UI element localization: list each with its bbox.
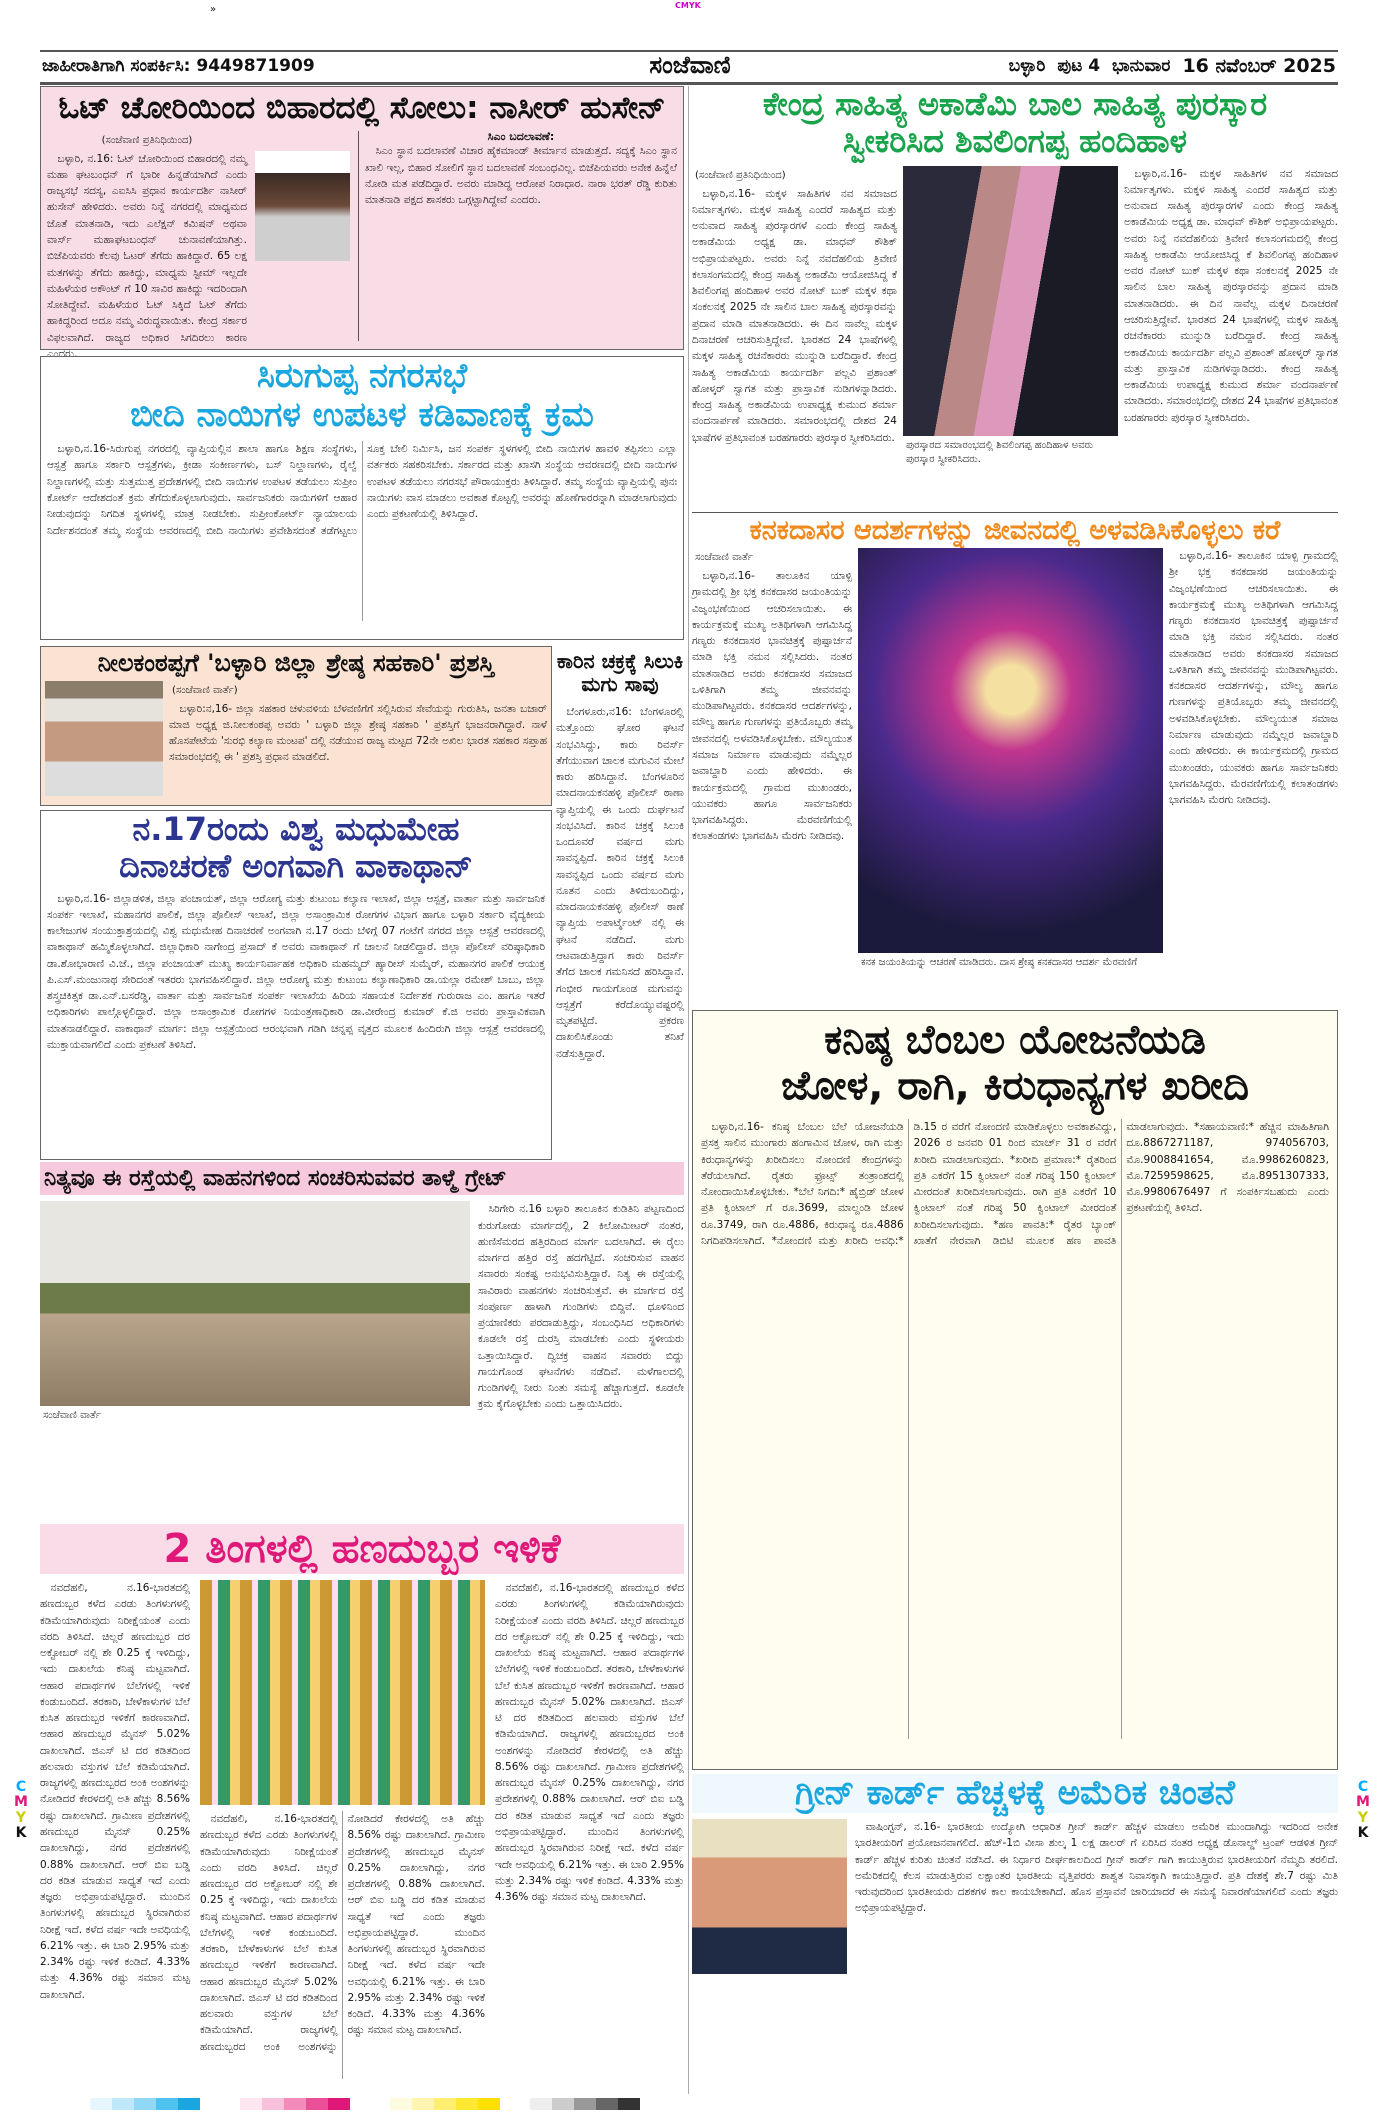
article-body: ಬಳ್ಳಾರಿ,ನ.16- ತಾಲೂಕಿನ ಯಾಳ್ಪಿ ಗ್ರಾಮದಲ್ಲಿ ಶ್ರೀ ಭಕ್ತ ಕನಕದಾಸರ ಜಯಂತಿಯನ್ನು ವಿಜೃಂಭಣೆಯಿಂದ ಆಚರಿಸಲಾಯಿತು. ಈ ಕಾರ್ಯಕ್ರಮಕ್ಕೆ ಮುಖ್ಯ ಅತಿಥಿಗಳಾಗಿ ಆಗಮಿಸಿದ್ದ ಗಣ್ಯರು ಕನಕದಾಸರ ಭಾವಚಿತ್ರಕ್ಕೆ ಪುಷ್ಪಾರ್ಚನೆ ಮಾಡಿ ಭಕ್ತಿ ನಮನ ಸಲ್ಲಿಸಿದರು. ನಂತರ ಮಾತನಾಡಿದ ಅವರು ಕನಕದಾಸರ ಸಮಾಜದ ಒಳಿತಿಗಾಗಿ ತಮ್ಮ ಜೀವನವನ್ನು ಮುಡಿಪಾಗಿಟ್ಟವರು. ಕನಕದಾಸರ ಆದರ್ಶಗಳನ್ನು, ಮೌಲ್ಯ ಹಾಗೂ ಗುಣಗಳನ್ನು ಪ್ರತಿಯೊಬ್ಬರು ತಮ್ಮ ಜೀವನದಲ್ಲಿ ಅಳವಡಿಸಿಕೊಳ್ಳಬೇಕು. ಮೌಲ್ಯಯುತ ಸಮಾಜ ನಿರ್ಮಾಣ ಮಾಡುವುದು ನಮ್ಮೆಲ್ಲರ ಜವಾಬ್ದಾರಿ ಎಂದು ಹೇಳಿದರು. ಈ ಕಾರ್ಯಕ್ರಮದಲ್ಲಿ ಗ್ರಾಮದ ಮುಖಂಡರು, ಯುವಕರು ಹಾಗೂ ಸಾರ್ವಜನಿಕರು ಭಾಗವಹಿಸಿದ್ದರು. ಮೆರವಣಿಗೆಯಲ್ಲಿ ಕಲಾತಂಡಗಳು ಭಾಗವಹಿಸಿ ಮೆರಗು ನೀಡಿದವು. <box>692 570 852 843</box>
person-photo <box>255 151 350 261</box>
place: ಬಳ್ಳಾರಿ <box>1008 56 1046 76</box>
article-body: ಬಳ್ಳಾರಿ,ನ.16-ಸಿರುಗುಪ್ಪ ನಗರದಲ್ಲಿ ವ್ಯಾಪ್ತಿಯಲ್ಲಿನ ಶಾಲಾ ಹಾಗೂ ಶಿಕ್ಷಣ ಸಂಸ್ಥೆಗಳು, ಆಸ್ಪತ್ರೆ ಹಾಗೂ ಸರ್ಕಾರಿ ಆಸ್ಪತ್ರೆಗಳು, ಕ್ರೀಡಾ ಸಂಕೀರ್ಣಗಳು, ಬಸ್ ನಿಲ್ದಾಣಗಳು, ರೈಲ್ವೆ ನಿಲ್ದಾಣಗಳಲ್ಲಿ ಮತ್ತು ಸುತ್ತಮುತ್ತ ಪ್ರದೇಶಗಳಲ್ಲಿ ಬೀದಿ ನಾಯಿಗಳ ಉಪಟಳ ತಡೆಯಲು ಸುಪ್ರೀಂ ಕೋರ್ಟ್ ಆದೇಶದಂತೆ ಕ್ರಮ ತೆಗೆದುಕೊಳ್ಳಲಾಗುವುದು. ಸಾರ್ವಜನಿಕರು ನಾಯಿಗಳಿಗೆ ಆಹಾರ ನೀಡುವುದನ್ನು ನಿಗದಿತ ಸ್ಥಳಗಳಲ್ಲಿ ಮಾತ್ರ ನೀಡಬೇಕು. ಸುಪ್ರೀಂಕೋರ್ಟ್ ನ್ಯಾಯಾಲಯ ನಿರ್ದೇಶನದಂತೆ ತಮ್ಮ ಸಂಸ್ಥೆಯ ಆವರಣದಲ್ಲಿ ಬೀದಿ ನಾಯಿಗಳು ಪ್ರವೇಶಿಸದಂತೆ ತಡೆಗಟ್ಟಲು ಸೂಕ್ತ ಬೇಲಿ ನಿರ್ಮಿಸಿ, ಜನ ಸಂಪರ್ಕ ಸ್ಥಳಗಳಲ್ಲಿ ಬೀದಿ ನಾಯಿಗಳ ಹಾವಳಿ ತಪ್ಪಿಸಲು ಎಲ್ಲಾ ವರ್ತಕರು ಸಹಕರಿಸಬೇಕು. ಸರ್ಕಾರದ ಮತ್ತು ಖಾಸಗಿ ಸಂಸ್ಥೆಯ ಆವರಣದಲ್ಲಿ ಬೀದಿ ನಾಯಿಗಳ ಉಪಟಳ ತಡೆಯಲು ನಗರಸಭೆ ಪೌರಾಯುಕ್ತರು ತಿಳಿಸಿದ್ದಾರೆ. ತಮ್ಮ ಸಂಸ್ಥೆಯ ವ್ಯಾಪ್ತಿಯಲ್ಲಿ ಪುನಃ ನಾಯಿಗಳು ವಾಸ ಮಾಡಲು ಅವಕಾಶ ಕೊಟ್ಟಲ್ಲಿ ಅವರನ್ನು ಹೊಣೆಗಾರರನ್ನಾಗಿ ಮಾಡಲಾಗುವುದು ಎಂದು ಪ್ರಕಟಣೆಯಲ್ಲಿ ತಿಳಿಸಿದ್ದಾರೆ. <box>47 443 677 537</box>
color-bar-magenta <box>240 2098 350 2110</box>
headline: ಕನಿಷ್ಠ ಬೆಂಬಲ ಯೋಜನೆಯಡಿ <box>824 1017 1206 1063</box>
headline: ನ.17ರಂದು ವಿಶ್ವ ಮಧುಮೇಹ <box>132 810 460 848</box>
article-diabetes-walkathon <box>40 810 552 1160</box>
col3 <box>358 131 677 341</box>
date: 16 ನವೆಂಬರ್ 2025 <box>1182 55 1336 77</box>
byline: ಸಂಜೆವಾಣಿ ವಾರ್ತೆ <box>695 552 753 564</box>
article-body: ಬಳ್ಳಾರಿ:ನ,16- ಜಿಲ್ಲಾ ಸಹಕಾರ ಚಳುವಳಿಯ ಬೆಳವಣಿಗೆಗೆ ಸಲ್ಲಿಸಿರುವ ಸೇವೆಯನ್ನು ಗುರುತಿಸಿ, ಜನತಾ ಬಜಾರ್ ಮಾಜಿ ಅಧ್ಯಕ್ಷ ಜಿ.ನೀಲಕಂಠಪ್ಪ ಅವರು ' ಬಳ್ಳಾರಿ ಜಿಲ್ಲಾ ಶ್ರೇಷ್ಠ ಸಹಕಾರಿ ' ಪ್ರಶಸ್ತಿಗೆ ಭಾಜನರಾಗಿದ್ದಾರೆ. ನಾಳೆ ಹೊಸಪೇಟೆಯ 'ಸುರಭಿ ಕಲ್ಯಾಣ ಮಂಟಪ' ದಲ್ಲಿ ನಡೆಯುವ ರಾಜ್ಯ ಮಟ್ಟದ 72ನೇ ಅಖಿಲ ಭಾರತ ಸಹಕಾರ ಸಪ್ತಾಹ ಸಮಾರಂಭದಲ್ಲಿ ಈ ' ಪ್ರಶಸ್ತಿ ಪ್ರಧಾನ ಮಾಡಲಿದೆ. <box>169 702 547 764</box>
headline: ಕಾರಿನ ಚಕ್ರಕ್ಕೆ ಸಿಲುಕಿ ಮಗು ಸಾವು <box>556 649 684 696</box>
column-divider <box>688 86 689 2094</box>
grocery-store-photo <box>200 1580 485 1805</box>
article-body: ಬಳ್ಳಾರಿ,ನ.16- ಜಿಲ್ಲಾಡಳಿತ, ಜಿಲ್ಲಾ ಪಂಚಾಯತ್, ಜಿಲ್ಲಾ ಆರೋಗ್ಯ ಮತ್ತು ಕುಟುಂಬ ಕಲ್ಯಾಣ ಇಲಾಖೆ, ಜಿಲ್ಲಾ ಆಸ್ಪತ್ರೆ, ವಾರ್ತಾ ಮತ್ತು ಸಾರ್ವಜನಿಕ ಸಂಪರ್ಕ ಇಲಾಖೆ, ಮಹಾನಗರ ಪಾಲಿಕೆ, ಜಿಲ್ಲಾ ಪೊಲೀಸ್ ಇಲಾಖೆ, ಜಿಲ್ಲಾ ಅಸಾಂಕ್ರಾಮಿಕ ರೋಗಗಳ ವಿಭಾಗ ಹಾಗೂ ಬಳ್ಳಾರಿ ಸರ್ಕಾರಿ ವೈದ್ಯಕೀಯ ಕಾಲೇಜುಗಳ ಸಂಯುಕ್ತಾಶ್ರಯದಲ್ಲಿ ವಿಶ್ವ ಮಧುಮೇಹ ದಿನಾಚರಣೆ ಅಂಗವಾಗಿ ನ.17 ರಂದು ಬೆಳಿಗ್ಗೆ 07 ಗಂಟೆಗೆ ನಗರದ ಜಿಲ್ಲಾ ಆಸ್ಪತ್ರೆ ಆವರಣದಲ್ಲಿ ವಾಕಾಥಾನ್ ಹಮ್ಮಿಕೊಳ್ಳಲಾಗಿದೆ. ಜಿಲ್ಲಾಧಿಕಾರಿ ನಾಗೇಂದ್ರ ಪ್ರಸಾದ್ ಕೆ ಅವರು ವಾಕಾಥಾನ್ ಗೆ ಚಾಲನೆ ನೀಡಲಿದ್ದಾರೆ. ಜಿಲ್ಲಾ ಪೊಲೀಸ್ ವರಿಷ್ಠಾಧಿಕಾರಿ ಡಾ.ಶೋಭಾರಾಣಿ ವಿ.ಜೆ., ಜಿಲ್ಲಾ ಪಂಚಾಯತ್ ಮುಖ್ಯ ಕಾರ್ಯನಿರ್ವಾಹಕ ಅಧಿಕಾರಿ ಮಹಮ್ಮದ್ ಹ್ಯಾರೀಸ್ ಸುಮೈರ್, ಮಹಾನಗರ ಪಾಲಿಕೆ ಆಯುಕ್ತ ಪಿ.ಎಸ್.ಮಂಜುನಾಥ ಸೇರಿದಂತೆ ಇತರರು ಭಾಗವಹಿಸಲಿದ್ದಾರೆ. ಜಿಲ್ಲಾ ಆರೋಗ್ಯ ಮತ್ತು ಕುಟುಂಬ ಕಲ್ಯಾಣಾಧಿಕಾರಿ ಡಾ.ಯಲ್ಲಾ ರಮೇಶ್ ಬಾಬು, ಜಿಲ್ಲಾ ಶಸ್ತ್ರಚಿಕಿತ್ಸಕ ಡಾ.ಎನ್.ಬಸರೆಡ್ಡಿ, ವಾರ್ತಾ ಮತ್ತು ಸಾರ್ವಜನಿಕ ಸಂಪರ್ಕ ಇಲಾಖೆಯ ಹಿರಿಯ ಸಹಾಯಕ ನಿರ್ದೇಶಕ ಗುರುರಾಜ ಎಂ. ಹಾಗೂ ಇತರೆ ಅಧಿಕಾರಿಗಳು ಪಾಲ್ಗೊಳ್ಳಲಿದ್ದಾರೆ. ಜಿಲ್ಲಾ ಅಸಾಂಕ್ರಾಮಿಕ ರೋಗಗಳ ನಿಯಂತ್ರಣಾಧಿಕಾರಿ ಡಾ.ವೀರೇಂದ್ರ ಕುಮಾರ್ ಕೆ.ಜಿ ಅವರು ಪ್ರಾಸ್ತಾವಿಕವಾಗಿ ಮಾತನಾಡಲಿದ್ದಾರೆ. ವಾಕಾಥಾನ್ ಮಾರ್ಗ: ಜಿಲ್ಲಾ ಆಸ್ಪತ್ರೆಯಿಂದ ಆರಂಭವಾಗಿ ಗಡಿಗಿ ಚನ್ನಪ್ಪ ವೃತ್ತದ ಮೂಲಕ ಹಿಂದಿರುಗಿ ಜಿಲ್ಲಾ ಆಸ್ಪತ್ರೆ ಆವರಣದಲ್ಲಿ ಮುಕ್ತಾಯವಾಗಲಿದೆ ಎಂದು ಪ್ರಕಟಣೆ ತಿಳಿಸಿದೆ. <box>47 892 545 1051</box>
article-body: ಸಿರಿಗೇರಿ ನ.16 ಬಳ್ಳಾರಿ ತಾಲೂಕಿನ ಕುಡಿತಿನಿ ಪಟ್ಟಣದಿಂದ ಕುರುಗೋಡು ಮಾರ್ಗದಲ್ಲಿ, 2 ಕಿಲೋಮೀಟರ್ ನಂತರ, ಹುಣಿಸೆಮರದ ಹತ್ತಿರದಿಂದ ಮಾರ್ಗ ಬದಲಾಗಿದೆ. ಈ ರೈಲು ಮಾರ್ಗದ ಹತ್ತಿರ ರಸ್ತೆ ಹದಗೆಟ್ಟಿದೆ. ಸಂಚರಿಸುವ ವಾಹನ ಸವಾರರು ಸಂಕಷ್ಟ ಅನುಭವಿಸುತ್ತಿದ್ದಾರೆ. ನಿತ್ಯ ಈ ರಸ್ತೆಯಲ್ಲಿ ಸಾವಿರಾರು ವಾಹನಗಳು ಸಂಚರಿಸುತ್ತವೆ. ಈ ಮಾರ್ಗದ ರಸ್ತೆ ಸಂಪೂರ್ಣ ಹಾಳಾಗಿ ಗುಂಡಿಗಳು ಬಿದ್ದಿವೆ. ಧೂಳಿನಿಂದ ಪ್ರಯಾಣಿಕರು ಪರದಾಡುತ್ತಿದ್ದು, ಸಂಬಂಧಿಸಿದ ಅಧಿಕಾರಿಗಳು ಕೂಡಲೇ ರಸ್ತೆ ದುರಸ್ತಿ ಮಾಡಬೇಕು ಎಂದು ಸ್ಥಳೀಯರು ಒತ್ತಾಯಿಸಿದ್ದಾರೆ. ದ್ವಿಚಕ್ರ ವಾಹನ ಸವಾರರು ಬಿದ್ದು ಗಾಯಗೊಂಡ ಘಟನೆಗಳು ನಡೆದಿವೆ. ಮಳೆಗಾಲದಲ್ಲಿ ಗುಂಡಿಗಳಲ್ಲಿ ನೀರು ನಿಂತು ಸಮಸ್ಯೆ ಹೆಚ್ಚಾಗುತ್ತದೆ. ಕೂಡಲೇ ಕ್ರಮ ಕೈಗೊಳ್ಳಬೇಕು ಎಂದು ಒತ್ತಾಯಿಸಿದರು. <box>478 1203 684 1411</box>
col1 <box>47 131 247 360</box>
headline: 2 ತಿಂಗಳಲ್ಲಿ ಹಣದುಬ್ಬರ ಇಳಿಕೆ <box>40 1524 684 1574</box>
article-sahitya-award <box>692 86 1338 504</box>
byline: ಸಂಜೆವಾಣಿ ವಾರ್ತೆ <box>43 1410 101 1422</box>
article-body-continued: ಬಳ್ಳಾರಿ,ನ.16- ತಾಲೂಕಿನ ಯಾಳ್ಪಿ ಗ್ರಾಮದಲ್ಲಿ ಶ್ರೀ ಭಕ್ತ ಕನಕದಾಸರ ಜಯಂತಿಯನ್ನು ವಿಜೃಂಭಣೆಯಿಂದ ಆಚರಿಸಲಾಯಿತು. ಈ ಕಾರ್ಯಕ್ರಮಕ್ಕೆ ಮುಖ್ಯ ಅತಿಥಿಗಳಾಗಿ ಆಗಮಿಸಿದ್ದ ಗಣ್ಯರು ಕನಕದಾಸರ ಭಾವಚಿತ್ರಕ್ಕೆ ಪುಷ್ಪಾರ್ಚನೆ ಮಾಡಿ ಭಕ್ತಿ ನಮನ ಸಲ್ಲಿಸಿದರು. ನಂತರ ಮಾತನಾಡಿದ ಅವರು ಕನಕದಾಸರ ಸಮಾಜದ ಒಳಿತಿಗಾಗಿ ತಮ್ಮ ಜೀವನವನ್ನು ಮುಡಿಪಾಗಿಟ್ಟವರು. ಕನಕದಾಸರ ಆದರ್ಶಗಳನ್ನು, ಮೌಲ್ಯ ಹಾಗೂ ಗುಣಗಳನ್ನು ಪ್ರತಿಯೊಬ್ಬರು ತಮ್ಮ ಜೀವನದಲ್ಲಿ ಅಳವಡಿಸಿಕೊಳ್ಳಬೇಕು. ಮೌಲ್ಯಯುತ ಸಮಾಜ ನಿರ್ಮಾಣ ಮಾಡುವುದು ನಮ್ಮೆಲ್ಲರ ಜವಾಬ್ದಾರಿ ಎಂದು ಹೇಳಿದರು. ಈ ಕಾರ್ಯಕ್ರಮದಲ್ಲಿ ಗ್ರಾಮದ ಮುಖಂಡರು, ಯುವಕರು ಹಾಗೂ ಸಾರ್ವಜನಿಕರು ಭಾಗವಹಿಸಿದ್ದರು. ಮೆರವಣಿಗೆಯಲ್ಲಿ ಕಲಾತಂಡಗಳು ಭಾಗವಹಿಸಿ ಮೆರಗು ನೀಡಿದವು. <box>1169 550 1338 807</box>
masthead-logo: ಸಂಜೆವಾಣಿ <box>649 50 731 79</box>
article-body-end: ನವದೆಹಲಿ, ನ.16-ಭಾರತದಲ್ಲಿ ಹಣದುಬ್ಬರ ಕಳೆದ ಎರಡು ತಿಂಗಳುಗಳಲ್ಲಿ ಕಡಿಮೆಯಾಗಿರುವುದು ನಿರೀಕ್ಷೆಯಂತೆ ಎಂದು ವರದಿ ತಿಳಿಸಿದೆ. ಚಿಲ್ಲರೆ ಹಣದುಬ್ಬರ ದರ ಅಕ್ಟೋಬರ್ ನಲ್ಲಿ ಶೇ 0.25 ಕ್ಕೆ ಇಳಿದಿದ್ದು, ಇದು ದಾಖಲೆಯ ಕನಿಷ್ಠ ಮಟ್ಟವಾಗಿದೆ. ಆಹಾರ ಪದಾರ್ಥಗಳ ಬೆಲೆಗಳಲ್ಲಿ ಇಳಿಕೆ ಕಂಡುಬಂದಿದೆ. ತರಕಾರಿ, ಬೇಳೆಕಾಳುಗಳ ಬೆಲೆ ಕುಸಿತ ಹಣದುಬ್ಬರ ಇಳಿಕೆಗೆ ಕಾರಣವಾಗಿದೆ. ಆಹಾರ ಹಣದುಬ್ಬರ ಮೈನಸ್ 5.02% ದಾಖಲಾಗಿದೆ. ಜಿಎಸ್ ಟಿ ದರ ಕಡಿತದಿಂದ ಹಲವಾರು ವಸ್ತುಗಳ ಬೆಲೆ ಕಡಿಮೆಯಾಗಿದೆ. ರಾಜ್ಯಗಳಲ್ಲಿ ಹಣದುಬ್ಬರದ ಅಂಕಿ ಅಂಶಗಳನ್ನು ನೋಡಿದರೆ ಕೇರಳದಲ್ಲಿ ಅತಿ ಹೆಚ್ಚು 8.56% ರಷ್ಟು ದಾಖಲಾಗಿದೆ. ಗ್ರಾಮೀಣ ಪ್ರದೇಶಗಳಲ್ಲಿ ಹಣದುಬ್ಬರ ಮೈನಸ್ 0.25% ದಾಖಲಾಗಿದ್ದು, ನಗರ ಪ್ರದೇಶಗಳಲ್ಲಿ 0.88% ದಾಖಲಾಗಿದೆ. ಆರ್ ಬಿಐ ಬಡ್ಡಿ ದರ ಕಡಿತ ಮಾಡುವ ಸಾಧ್ಯತೆ ಇದೆ ಎಂದು ತಜ್ಞರು ಅಭಿಪ್ರಾಯಪಟ್ಟಿದ್ದಾರೆ. ಮುಂದಿನ ತಿಂಗಳುಗಳಲ್ಲಿ ಹಣದುಬ್ಬರ ಸ್ಥಿರವಾಗಿರುವ ನಿರೀಕ್ಷೆ ಇದೆ. ಕಳೆದ ವರ್ಷ ಇದೇ ಅವಧಿಯಲ್ಲಿ 6.21% ಇತ್ತು. ಈ ಬಾರಿ 2.95% ಮತ್ತು 2.34% ರಷ್ಟು ಇಳಿಕೆ ಕಂಡಿದೆ. 4.33% ಮತ್ತು 4.36% ರಷ್ಟು ಸಮಾನ ಮಟ್ಟ ದಾಖಲಾಗಿದೆ. <box>495 1582 684 1904</box>
article-body: ಬೆಂಗಳೂರು,ನ16: ಬೆಂಗಳೂರಲ್ಲಿ ಮತ್ತೊಂದು ಘೋರ ಘಟನೆ ಸಂಭವಿಸಿದ್ದು, ಕಾರು ರಿವರ್ಸ್ ತೆಗೆಯುವಾಗ ಚಾಲಕ ಮಗುವಿನ ಮೇಲೆ ಕಾರು ಹರಿಸಿದ್ದಾನೆ. ಬೆಂಗಳೂರಿನ ಮಾದನಾಯಕನಹಳ್ಳಿ ಪೊಲೀಸ್ ಠಾಣಾ ವ್ಯಾಪ್ತಿಯಲ್ಲಿ ಈ ಒಂದು ದುರ್ಘಟನೆ ಸಂಭವಿಸಿದೆ. ಕಾರಿನ ಚಕ್ರಕ್ಕೆ ಸಿಲುಕಿ ಒಂದೂವರೆ ವರ್ಷದ ಮಗು ಸಾವನ್ನಪ್ಪಿದೆ. ಕಾರಿನ ಚಕ್ರಕ್ಕೆ ಸಿಲುಕಿ ಸಾವನ್ನಪ್ಪಿದ ಒಂದು ವರ್ಷದ ಮಗು ನೂತನ ಎಂದು ತಿಳಿದುಬಂದಿದ್ದು, ಮಾದನಾಯಕನಹಳ್ಳಿ ಪೊಲೀಸ್ ಠಾಣೆ ವ್ಯಾಪ್ತಿಯ ಅಪಾರ್ಟ್ಮೆಂಟ್ ನಲ್ಲಿ ಈ ಘಟನೆ ನಡೆದಿದೆ. ಮಗು ಆಟವಾಡುತ್ತಿದ್ದಾಗ ಕಾರು ರಿವರ್ಸ್ ತೆಗೆದ ಚಾಲಕ ಗಮನಿಸದೆ ಹರಿಸಿದ್ದಾನೆ. ಗಂಭೀರ ಗಾಯಗೊಂಡ ಮಗುವನ್ನು ಆಸ್ಪತ್ರೆಗೆ ಕರೆದೊಯ್ಯುವಷ್ಟರಲ್ಲಿ ಮೃತಪಟ್ಟಿದೆ. ಪ್ರಕರಣ ದಾಖಲಿಸಿಕೊಂಡು ತನಿಖೆ ನಡೆಸುತ್ತಿದ್ದಾರೆ. <box>556 706 684 1060</box>
headline: ಗ್ರೀನ್ ಕಾರ್ಡ್ ಹೆಚ್ಚಳಕ್ಕೆ ಅಮೆರಿಕ ಚಿಂತನೆ <box>692 1774 1338 1813</box>
headline: ಸಿರುಗುಪ್ಪ ನಗರಸಭೆ <box>256 356 468 396</box>
headline-2: ದಿನಾಚರಣೆ ಅಂಗವಾಗಿ ವಾಕಾಥಾನ್ <box>119 846 473 885</box>
headline: ಓಟ್ ಚೋರಿಯಿಂದ ಬಿಹಾರದಲ್ಲಿ ಸೋಲು: ನಾಸೀರ್ ಹುಸೇನ್ <box>58 90 666 126</box>
article-body: ಬಳ್ಳಾರಿ,ನ.16- ಕನಿಷ್ಠ ಬೆಂಬಲ ಬೆಲೆ ಯೋಜನೆಯಡಿ ಪ್ರಸಕ್ತ ಸಾಲಿನ ಮುಂಗಾರು ಹಂಗಾಮಿನ ಜೋಳ, ರಾಗಿ ಮತ್ತು ಕಿರುಧಾನ್ಯಗಳನ್ನು ಖರೀದಿಸಲು ನೋಂದಣಿ ಕೇಂದ್ರಗಳನ್ನು ತೆರೆಯಲಾಗಿದೆ. ರೈತರು ಫ್ರೂಟ್ಸ್ ತಂತ್ರಾಂಶದಲ್ಲಿ ನೋಂದಾಯಿಸಿಕೊಳ್ಳಬೇಕು. *ಬೆಲೆ ನಿಗದಿ:* ಹೈಬ್ರಿಡ್ ಜೋಳ ಪ್ರತಿ ಕ್ವಿಂಟಾಲ್ ಗೆ ರೂ.3699, ಮಾಲ್ದಂಡಿ ಜೋಳ ರೂ.3749, ರಾಗಿ ರೂ.4886, ಕಿರುಧಾನ್ಯ ರೂ.4886 ನಿಗದಿಪಡಿಸಲಾಗಿದೆ. *ನೋಂದಣಿ ಮತ್ತು ಖರೀದಿ ಅವಧಿ:* ಡಿ.15 ರ ವರೆಗೆ ನೋಂದಣಿ ಮಾಡಿಕೊಳ್ಳಲು ಅವಕಾಶವಿದ್ದು, 2026 ರ ಜನವರಿ 01 ರಿಂದ ಮಾರ್ಚ್ 31 ರ ವರೆಗೆ ಖರೀದಿ ಮಾಡಲಾಗುವುದು. *ಖರೀದಿ ಪ್ರಮಾಣ:* ರೈತರಿಂದ ಪ್ರತಿ ಎಕರೆಗೆ 15 ಕ್ವಿಂಟಾಲ್ ನಂತೆ ಗರಿಷ್ಠ 150 ಕ್ವಿಂಟಾಲ್ ಮೀರದಂತೆ ಖರೀದಿಸಲಾಗುವುದು. ರಾಗಿ ಪ್ರತಿ ಎಕರೆಗೆ 10 ಕ್ವಿಂಟಾಲ್ ನಂತೆ ಗರಿಷ್ಠ 50 ಕ್ವಿಂಟಾಲ್ ಮೀರದಂತೆ ಖರೀದಿಸಲಾಗುವುದು. *ಹಣ ಪಾವತಿ:* ರೈತರ ಬ್ಯಾಂಕ್ ಖಾತೆಗೆ ನೇರವಾಗಿ ಡಿಬಿಟಿ ಮೂಲಕ ಹಣ ಪಾವತಿ ಮಾಡಲಾಗುವುದು. *ಸಹಾಯವಾಣಿ:* ಹೆಚ್ಚಿನ ಮಾಹಿತಿಗಾಗಿ ದೂ.8867271187, 974056703, ಮೊ.9008841654, ಮೊ.9986260823, ಮೊ.7259598625, ಮೊ.8951307333, ಮೊ.9980676497 ಗೆ ಸಂಪರ್ಕಿಸಬಹುದು ಎಂದು ಪ್ರಕಟಣೆಯಲ್ಲಿ ತಿಳಿಸಿದೆ. <box>701 1121 1329 1247</box>
arrow-icon: » <box>210 4 217 15</box>
article-green-card <box>692 1774 1338 2090</box>
inflation-columns <box>40 1580 684 2080</box>
article-body: ನವದೆಹಲಿ, ನ.16-ಭಾರತದಲ್ಲಿ ಹಣದುಬ್ಬರ ಕಳೆದ ಎರಡು ತಿಂಗಳುಗಳಲ್ಲಿ ಕಡಿಮೆಯಾಗಿರುವುದು ನಿರೀಕ್ಷೆಯಂತೆ ಎಂದು ವರದಿ ತಿಳಿಸಿದೆ. ಚಿಲ್ಲರೆ ಹಣದುಬ್ಬರ ದರ ಅಕ್ಟೋಬರ್ ನಲ್ಲಿ ಶೇ 0.25 ಕ್ಕೆ ಇಳಿದಿದ್ದು, ಇದು ದಾಖಲೆಯ ಕನಿಷ್ಠ ಮಟ್ಟವಾಗಿದೆ. ಆಹಾರ ಪದಾರ್ಥಗಳ ಬೆಲೆಗಳಲ್ಲಿ ಇಳಿಕೆ ಕಂಡುಬಂದಿದೆ. ತರಕಾರಿ, ಬೇಳೆಕಾಳುಗಳ ಬೆಲೆ ಕುಸಿತ ಹಣದುಬ್ಬರ ಇಳಿಕೆಗೆ ಕಾರಣವಾಗಿದೆ. ಆಹಾರ ಹಣದುಬ್ಬರ ಮೈನಸ್ 5.02% ದಾಖಲಾಗಿದೆ. ಜಿಎಸ್ ಟಿ ದರ ಕಡಿತದಿಂದ ಹಲವಾರು ವಸ್ತುಗಳ ಬೆಲೆ ಕಡಿಮೆಯಾಗಿದೆ. ರಾಜ್ಯಗಳಲ್ಲಿ ಹಣದುಬ್ಬರದ ಅಂಕಿ ಅಂಶಗಳನ್ನು ನೋಡಿದರೆ ಕೇರಳದಲ್ಲಿ ಅತಿ ಹೆಚ್ಚು 8.56% ರಷ್ಟು ದಾಖಲಾಗಿದೆ. ಗ್ರಾಮೀಣ ಪ್ರದೇಶಗಳಲ್ಲಿ ಹಣದುಬ್ಬರ ಮೈನಸ್ 0.25% ದಾಖಲಾಗಿದ್ದು, ನಗರ ಪ್ರದೇಶಗಳಲ್ಲಿ 0.88% ದಾಖಲಾಗಿದೆ. ಆರ್ ಬಿಐ ಬಡ್ಡಿ ದರ ಕಡಿತ ಮಾಡುವ ಸಾಧ್ಯತೆ ಇದೆ ಎಂದು ತಜ್ಞರು ಅಭಿಪ್ರಾಯಪಟ್ಟಿದ್ದಾರೆ. ಮುಂದಿನ ತಿಂಗಳುಗಳಲ್ಲಿ ಹಣದುಬ್ಬರ ಸ್ಥಿರವಾಗಿರುವ ನಿರೀಕ್ಷೆ ಇದೆ. ಕಳೆದ ವರ್ಷ ಇದೇ ಅವಧಿಯಲ್ಲಿ 6.21% ಇತ್ತು. ಈ ಬಾರಿ 2.95% ಮತ್ತು 2.34% ರಷ್ಟು ಇಳಿಕೆ ಕಂಡಿದೆ. 4.33% ಮತ್ತು 4.36% ರಷ್ಟು ಸಮಾನ ಮಟ್ಟ ದಾಖಲಾಗಿದೆ. <box>40 1582 190 2001</box>
headline: ಕೇಂದ್ರ ಸಾಹಿತ್ಯ ಅಕಾಡೆಮಿ ಬಾಲ ಸಾಹಿತ್ಯ ಪುರಸ್ಕಾರ <box>762 85 1268 123</box>
cmyk-mark-left: C M Y K <box>14 1779 28 1842</box>
headline: ನಿತ್ಯವೂ ಈ ರಸ್ತೆಯಲ್ಲಿ ವಾಹನಗಳಿಂದ ಸಂಚರಿಸುವವರ ತಾಳ್ಮೆ ಗ್ರೇಟ್ <box>40 1162 684 1195</box>
celebration-photo <box>858 548 1163 953</box>
photo-col <box>903 166 1118 486</box>
day: ಭಾನುವಾರ <box>1112 56 1171 76</box>
article-body: ವಾಷಿಂಗ್ಟನ್, ನ.16- ಭಾರತೀಯ ಉದ್ಯೋಗಿ ಆಧಾರಿತ ಗ್ರೀನ್ ಕಾರ್ಡ್ ಹೆಚ್ಚಳ ಮಾಡಲು ಅಮೆರಿಕ ಮುಂದಾಗಿದ್ದು ಇದರಿಂದ ಅನೇಕ ಭಾರತೀಯರಿಗೆ ಪ್ರಯೋಜನವಾಗಲಿದೆ. ಹೆಚ್-1ಬಿ ವೀಸಾ ಶುಲ್ಕ 1 ಲಕ್ಷ ಡಾಲರ್ ಗೆ ಏರಿಸಿದ ನಂತರ ಅಧ್ಯಕ್ಷ ಡೊನಾಲ್ಡ್ ಟ್ರಂಪ್ ಆಡಳಿತ ಗ್ರೀನ್ ಕಾರ್ಡ್ ಹೆಚ್ಚಳ ಕುರಿತು ಚಿಂತನೆ ನಡೆಸಿದೆ. ಈ ನಿರ್ಧಾರ ದೀರ್ಘಕಾಲದಿಂದ ಗ್ರೀನ್ ಕಾರ್ಡ್ ಗಾಗಿ ಕಾಯುತ್ತಿರುವ ಭಾರತೀಯರಿಗೆ ನೆಮ್ಮದಿ ತರಲಿದೆ. ಅಮೆರಿಕದಲ್ಲಿ ಕೆಲಸ ಮಾಡುತ್ತಿರುವ ಲಕ್ಷಾಂತರ ಭಾರತೀಯ ವೃತ್ತಿಪರರು ಶಾಶ್ವತ ನಿವಾಸಕ್ಕಾಗಿ ಕಾಯುತ್ತಿದ್ದಾರೆ. ಪ್ರತಿ ದೇಶಕ್ಕೆ ಶೇ.7 ರಷ್ಟು ಮಿತಿ ಇರುವುದರಿಂದ ಭಾರತೀಯರು ದಶಕಗಳ ಕಾಲ ಕಾಯಬೇಕಾಗಿದೆ. ಹೊಸ ಪ್ರಸ್ತಾವನೆ ಜಾರಿಯಾದರೆ ಈ ಸಮಸ್ಯೆ ನಿವಾರಣೆಯಾಗಲಿದೆ ಎಂದು ತಜ್ಞರು ಅಭಿಪ್ರಾಯಪಟ್ಟಿದ್ದಾರೆ. <box>855 1821 1338 1915</box>
page-number: ಪುಟ 4 <box>1057 56 1101 76</box>
photo-caption: ಕನಕ ಜಯಂತಿಯನ್ನು ಆಚರಣೆ ಮಾಡಿದರು. ದಾಸ ಶ್ರೇಷ್ಠ ಕನಕದಾಸರ ಆದರ್ಶ ಮೆರವಣಿಗೆ <box>861 957 1138 969</box>
headline: ಕನಕದಾಸರ ಆದರ್ಶಗಳನ್ನು ಜೀವನದಲ್ಲಿ ಅಳವಡಿಸಿಕೊಳ್ಳಲು ಕರೆ <box>749 515 1281 546</box>
cmyk-mark-top: CMYK <box>675 1 701 10</box>
road-photo <box>40 1201 470 1406</box>
color-bar-cyan <box>90 2098 200 2110</box>
photo-col <box>40 1201 470 1521</box>
article-car-accident <box>556 646 684 1156</box>
headline-2: ಜೋಳ, ರಾಗಿ, ಕಿರುಧಾನ್ಯಗಳ ಖರೀದಿ <box>781 1063 1249 1109</box>
article-kanakadasa <box>692 512 1338 1006</box>
photo-col <box>200 1580 485 2080</box>
cmyk-mark-right: C M Y K <box>1356 1779 1370 1842</box>
color-bar-black <box>530 2098 640 2110</box>
article-body-continued: ಬಳ್ಳಾರಿ,ನ.16- ಮಕ್ಕಳ ಸಾಹಿತಿಗಳ ನವ ಸಮಾಜದ ನಿರ್ಮಾತೃಗಳು. ಮಕ್ಕಳ ಸಾಹಿತ್ಯ ಎಂದರೆ ಸಾಹಿತ್ಯದ ಮತ್ತು ಅನುವಾದ ಸಾಹಿತ್ಯ ಪುರಸ್ಕಾರಗಳೆ ಎಂದು ಕೇಂದ್ರ ಸಾಹಿತ್ಯ ಅಕಾಡೆಮಿಯ ಅಧ್ಯಕ್ಷ ಡಾ. ಮಾಧವ್ ಕೌಶಿಕ್ ಅಭಿಪ್ರಾಯಪಟ್ಟರು. ಅವರು ನಿನ್ನೆ ನವದೆಹಲಿಯ ತ್ರಿವೇಣಿ ಕಲಾಸಂಗಮದಲ್ಲಿ ಕೇಂದ್ರ ಸಾಹಿತ್ಯ ಅಕಾಡೆಮಿ ಆಯೋಜಿಸಿದ್ದ ಕೆ ಶಿವಲಿಂಗಪ್ಪ ಹಂದಿಹಾಳ ಅವರ ನೋಟ್ ಬುಕ್ ಮಕ್ಕಳ ಕಥಾ ಸಂಕಲನಕ್ಕೆ 2025 ನೇ ಸಾಲಿನ ಬಾಲ ಸಾಹಿತ್ಯ ಪುರಸ್ಕಾರವನ್ನು ಪ್ರದಾನ ಮಾಡಿ ಮಾತನಾಡಿದರು. ಈ ದಿನ ನಾವೆಲ್ಲ ಮಕ್ಕಳ ದಿನಾಚರಣೆ ಆಚರಿಸುತ್ತಿದ್ದೇವೆ. ಭಾರತದ 24 ಭಾಷೆಗಳಲ್ಲಿ ಮಕ್ಕಳ ಸಾಹಿತ್ಯ ರಚನೆಕಾರರು ಮುನ್ನುಡಿ ಬರೆದಿದ್ದಾರೆ. ಕೇಂದ್ರ ಸಾಹಿತ್ಯ ಅಕಾಡೆಮಿಯ ಕಾರ್ಯದರ್ಶಿ ಪಲ್ಲವಿ ಪ್ರಶಾಂತ್ ಹೋಳ್ಕರ್ ಸ್ವಾಗತ ಮತ್ತು ಪ್ರಾಸ್ತಾವಿಕ ನುಡಿಗಳನ್ನಾಡಿದರು. ಕೇಂದ್ರ ಸಾಹಿತ್ಯ ಅಕಾಡೆಮಿಯ ಉಪಾಧ್ಯಕ್ಷ ಕುಮುದ ಶರ್ಮಾ ವಂದನಾರ್ಪಣೆ ಮಾಡಿದರು. ಸಮಾರಂಭದಲ್ಲಿ ದೇಶದ 24 ಭಾಷೆಗಳ ಪ್ರತಿಭಾವಂತ ಬರಹಗಾರರು ಪುರಸ್ಕಾರ ಸ್ವೀಕರಿಸಿದರು. <box>1124 167 1338 424</box>
award-ceremony-photo <box>903 166 1118 436</box>
col1 <box>692 548 852 988</box>
article-vote-chori <box>40 86 684 360</box>
article-street-dogs <box>40 356 684 640</box>
article-cooperative-award <box>40 646 552 806</box>
headline-2: ಬೀದಿ ನಾಯಿಗಳ ಉಪಟಳ ಕಡಿವಾಣಕ್ಕೆ ಕ್ರಮ <box>130 395 594 436</box>
article-msp-procurement <box>692 1010 1338 1770</box>
ad-contact: ಜಾಹೀರಾತಿಗಾಗಿ ಸಂಪರ್ಕಿಸಿ: 9449871909 <box>42 56 315 76</box>
byline: (ಸಂಜೆವಾಣಿ ವಾರ್ತೆ) <box>172 684 238 696</box>
article-inflation <box>40 1524 684 2090</box>
headline: ನೀಲಕಂಠಪ್ಪಗೆ 'ಬಳ್ಳಾರಿ ಜಿಲ್ಲಾ ಶ್ರೇಷ್ಠ ಸಹಕಾರಿ' ಪ್ರಶಸ್ತಿ <box>97 649 495 677</box>
byline: (ಸಂಜೆವಾಣಿ ಪ್ರತಿನಿಧಿಯಿಂದ) <box>101 134 193 146</box>
article-body-continued: ನವದೆಹಲಿ, ನ.16-ಭಾರತದಲ್ಲಿ ಹಣದುಬ್ಬರ ಕಳೆದ ಎರಡು ತಿಂಗಳುಗಳಲ್ಲಿ ಕಡಿಮೆಯಾಗಿರುವುದು ನಿರೀಕ್ಷೆಯಂತೆ ಎಂದು ವರದಿ ತಿಳಿಸಿದೆ. ಚಿಲ್ಲರೆ ಹಣದುಬ್ಬರ ದರ ಅಕ್ಟೋಬರ್ ನಲ್ಲಿ ಶೇ 0.25 ಕ್ಕೆ ಇಳಿದಿದ್ದು, ಇದು ದಾಖಲೆಯ ಕನಿಷ್ಠ ಮಟ್ಟವಾಗಿದೆ. ಆಹಾರ ಪದಾರ್ಥಗಳ ಬೆಲೆಗಳಲ್ಲಿ ಇಳಿಕೆ ಕಂಡುಬಂದಿದೆ. ತರಕಾರಿ, ಬೇಳೆಕಾಳುಗಳ ಬೆಲೆ ಕುಸಿತ ಹಣದುಬ್ಬರ ಇಳಿಕೆಗೆ ಕಾರಣವಾಗಿದೆ. ಆಹಾರ ಹಣದುಬ್ಬರ ಮೈನಸ್ 5.02% ದಾಖಲಾಗಿದೆ. ಜಿಎಸ್ ಟಿ ದರ ಕಡಿತದಿಂದ ಹಲವಾರು ವಸ್ತುಗಳ ಬೆಲೆ ಕಡಿಮೆಯಾಗಿದೆ. ರಾಜ್ಯಗಳಲ್ಲಿ ಹಣದುಬ್ಬರದ ಅಂಕಿ ಅಂಶಗಳನ್ನು ನೋಡಿದರೆ ಕೇರಳದಲ್ಲಿ ಅತಿ ಹೆಚ್ಚು 8.56% ರಷ್ಟು ದಾಖಲಾಗಿದೆ. ಗ್ರಾಮೀಣ ಪ್ರದೇಶಗಳಲ್ಲಿ ಹಣದುಬ್ಬರ ಮೈನಸ್ 0.25% ದಾಖಲಾಗಿದ್ದು, ನಗರ ಪ್ರದೇಶಗಳಲ್ಲಿ 0.88% ದಾಖಲಾಗಿದೆ. ಆರ್ ಬಿಐ ಬಡ್ಡಿ ದರ ಕಡಿತ ಮಾಡುವ ಸಾಧ್ಯತೆ ಇದೆ ಎಂದು ತಜ್ಞರು ಅಭಿಪ್ರಾಯಪಟ್ಟಿದ್ದಾರೆ. ಮುಂದಿನ ತಿಂಗಳುಗಳಲ್ಲಿ ಹಣದುಬ್ಬರ ಸ್ಥಿರವಾಗಿರುವ ನಿರೀಕ್ಷೆ ಇದೆ. ಕಳೆದ ವರ್ಷ ಇದೇ ಅವಧಿಯಲ್ಲಿ 6.21% ಇತ್ತು. ಈ ಬಾರಿ 2.95% ಮತ್ತು 2.34% ರಷ್ಟು ಇಳಿಕೆ ಕಂಡಿದೆ. 4.33% ಮತ್ತು 4.36% ರಷ್ಟು ಸಮಾನ ಮಟ್ಟ ದಾಖಲಾಗಿದೆ. <box>200 1813 485 2053</box>
dateline <box>1009 52 1336 80</box>
photo-col <box>858 548 1163 988</box>
sub-body: ಸಿಎಂ ಸ್ಥಾನ ಬದಲಾವಣೆ ವಿಚಾರ ಹೈಕಮಾಂಡ್ ತೀರ್ಮಾನ ಮಾಡುತ್ತದೆ. ಸದ್ಯಕ್ಕೆ ಸಿಎಂ ಸ್ಥಾನ ಖಾಲಿ ಇಲ್ಲ, ಬಿಹಾರ ಸೋಲಿಗೆ ಸ್ಥಾನ ಬದಲಾವಣೆ ಸಂಬಂಧವಿಲ್ಲ. ಬಿಜೆಪಿಯವರು ಅನೇಕ ಹಿನ್ನೆಲೆ ನೋಡಿ ಮತ ಪಡೆದಿದ್ದಾರೆ. ಅವರು ಮಾಡಿದ್ದ ಆರೋಪ ನಿರಾಧಾರ. ನಾರಾ ಭರತ್ ರೆಡ್ಡಿ ಕುರಿತು ಮಾತನಾಡಿ ಪಕ್ಷದ ಶಾಸಕರು ಒಗ್ಗಟ್ಟಾಗಿದ್ದೇವೆ ಎಂದರು. <box>365 145 677 207</box>
person-photo <box>45 681 163 796</box>
person-photo <box>692 1819 847 1974</box>
text-col <box>169 681 547 796</box>
color-bar-yellow <box>390 2098 500 2110</box>
col1 <box>692 166 897 486</box>
byline: (ಸಂಜೆವಾಣಿ ಪ್ರತಿನಿಧಿಯಿಂದ) <box>695 169 786 181</box>
article-body: ಬಳ್ಳಾರಿ, ನ.16: ಓಟ್ ಚೋರಿಯಿಂದ ಬಿಹಾರದಲ್ಲಿ ನಮ್ಮ ಮಹಾ ಘಟಬಂಧನ್ ಗೆ ಭಾರೀ ಹಿನ್ನಡೆಯಾಗಿದೆ ಎಂದು ರಾಜ್ಯಸಭೆ ಸದಸ್ಯ, ಎಐಸಿಸಿ ಪ್ರಧಾನ ಕಾರ್ಯದರ್ಶಿ ನಾಸೀರ್ ಹುಸೇನ್ ಹೇಳಿದರು. ಅವರು ನಿನ್ನೆ ನಗರದಲ್ಲಿ ಮಾಧ್ಯಮದ ಜೊತೆ ಮಾತನಾಡಿ, ಇದು ಎಲೆಕ್ಷನ್ ಕಮಿಷನ್ ಅಥವಾ ವಾರ್ಸ್ ಮಹಾಘಟಬಂಧನ್ ಚುನಾವಣೆಯಾಗಿತ್ತು. ಬಿಜೆಪಿಯವರು ಕೆಲವು ಓಟರ್ ತೆಗೆದು ಹಾಕಿದ್ದಾರೆ. 65 ಲಕ್ಷ ಮತಗಳನ್ನು ತೆಗೆದು ಹಾಕಿದ್ದು, ಮಾಧ್ಯಮ ಸ್ಟೀಮ್ ಇಲ್ಲದೇ ಮಹಿಳೆಯರ ಅಕೌಂಟ್ ಗೆ 10 ಸಾವಿರ ಹಾಕಿದ್ದು ಇದರಿಂದಾಗಿ ಸೋತಿದ್ದೇವೆ. ಮಹಿಳೆಯರ ಓಟ್ ಸಿಕ್ಕಿದೆ ಓಟ್ ತೆಗೆದು ಹಾಕಿದ್ದರಿಂದ ಅದೂ ನಮ್ಮ ವಿರುದ್ಧವಾಯಿತು. ಕೇಂದ್ರ ಸರ್ಕಾರ ವಿಫಲವಾಗಿದೆ. ರಾಜ್ಯದ ಅಧಿಕಾರ ಸಿಗದಿರಲು ಕಾರಣ ಎಂದರು. <box>47 152 247 360</box>
article-bad-road <box>40 1162 684 1520</box>
subhead: ಸಿಎಂ ಬದಲಾವಣೆ: <box>487 129 555 143</box>
article-body: ಬಳ್ಳಾರಿ,ನ.16- ಮಕ್ಕಳ ಸಾಹಿತಿಗಳ ನವ ಸಮಾಜದ ನಿರ್ಮಾತೃಗಳು. ಮಕ್ಕಳ ಸಾಹಿತ್ಯ ಎಂದರೆ ಸಾಹಿತ್ಯದ ಮತ್ತು ಅನುವಾದ ಸಾಹಿತ್ಯ ಪುರಸ್ಕಾರಗಳೆ ಎಂದು ಕೇಂದ್ರ ಸಾಹಿತ್ಯ ಅಕಾಡೆಮಿಯ ಅಧ್ಯಕ್ಷ ಡಾ. ಮಾಧವ್ ಕೌಶಿಕ್ ಅಭಿಪ್ರಾಯಪಟ್ಟರು. ಅವರು ನಿನ್ನೆ ನವದೆಹಲಿಯ ತ್ರಿವೇಣಿ ಕಲಾಸಂಗಮದಲ್ಲಿ ಕೇಂದ್ರ ಸಾಹಿತ್ಯ ಅಕಾಡೆಮಿ ಆಯೋಜಿಸಿದ್ದ ಕೆ ಶಿವಲಿಂಗಪ್ಪ ಹಂದಿಹಾಳ ಅವರ ನೋಟ್ ಬುಕ್ ಮಕ್ಕಳ ಕಥಾ ಸಂಕಲನಕ್ಕೆ 2025 ನೇ ಸಾಲಿನ ಬಾಲ ಸಾಹಿತ್ಯ ಪುರಸ್ಕಾರವನ್ನು ಪ್ರದಾನ ಮಾಡಿ ಮಾತನಾಡಿದರು. ಈ ದಿನ ನಾವೆಲ್ಲ ಮಕ್ಕಳ ದಿನಾಚರಣೆ ಆಚರಿಸುತ್ತಿದ್ದೇವೆ. ಭಾರತದ 24 ಭಾಷೆಗಳಲ್ಲಿ ಮಕ್ಕಳ ಸಾಹಿತ್ಯ ರಚನೆಕಾರರು ಮುನ್ನುಡಿ ಬರೆದಿದ್ದಾರೆ. ಕೇಂದ್ರ ಸಾಹಿತ್ಯ ಅಕಾಡೆಮಿಯ ಕಾರ್ಯದರ್ಶಿ ಪಲ್ಲವಿ ಪ್ರಶಾಂತ್ ಹೋಳ್ಕರ್ ಸ್ವಾಗತ ಮತ್ತು ಪ್ರಾಸ್ತಾವಿಕ ನುಡಿಗಳನ್ನಾಡಿದರು. ಕೇಂದ್ರ ಸಾಹಿತ್ಯ ಅಕಾಡೆಮಿಯ ಉಪಾಧ್ಯಕ್ಷ ಕುಮುದ ಶರ್ಮಾ ವಂದನಾರ್ಪಣೆ ಮಾಡಿದರು. ಸಮಾರಂಭದಲ್ಲಿ ದೇಶದ 24 ಭಾಷೆಗಳ ಪ್ರತಿಭಾವಂತ ಬರಹಗಾರರು ಪುರಸ್ಕಾರ ಸ್ವೀಕರಿಸಿದರು. <box>692 187 897 444</box>
photo-caption: ಪುರಸ್ಕಾರದ ಸಮಾರಂಭದಲ್ಲಿ ಶಿವಲಿಂಗಪ್ಪ ಹಂದಿಹಾಳ ಅವರು ಪುರಸ್ಕಾರ ಸ್ವೀಕರಿಸಿದರು. <box>906 439 1094 465</box>
headline-2: ಸ್ವೀಕರಿಸಿದ ಶಿವಲಿಂಗಪ್ಪ ಹಂದಿಹಾಳ <box>843 121 1187 160</box>
